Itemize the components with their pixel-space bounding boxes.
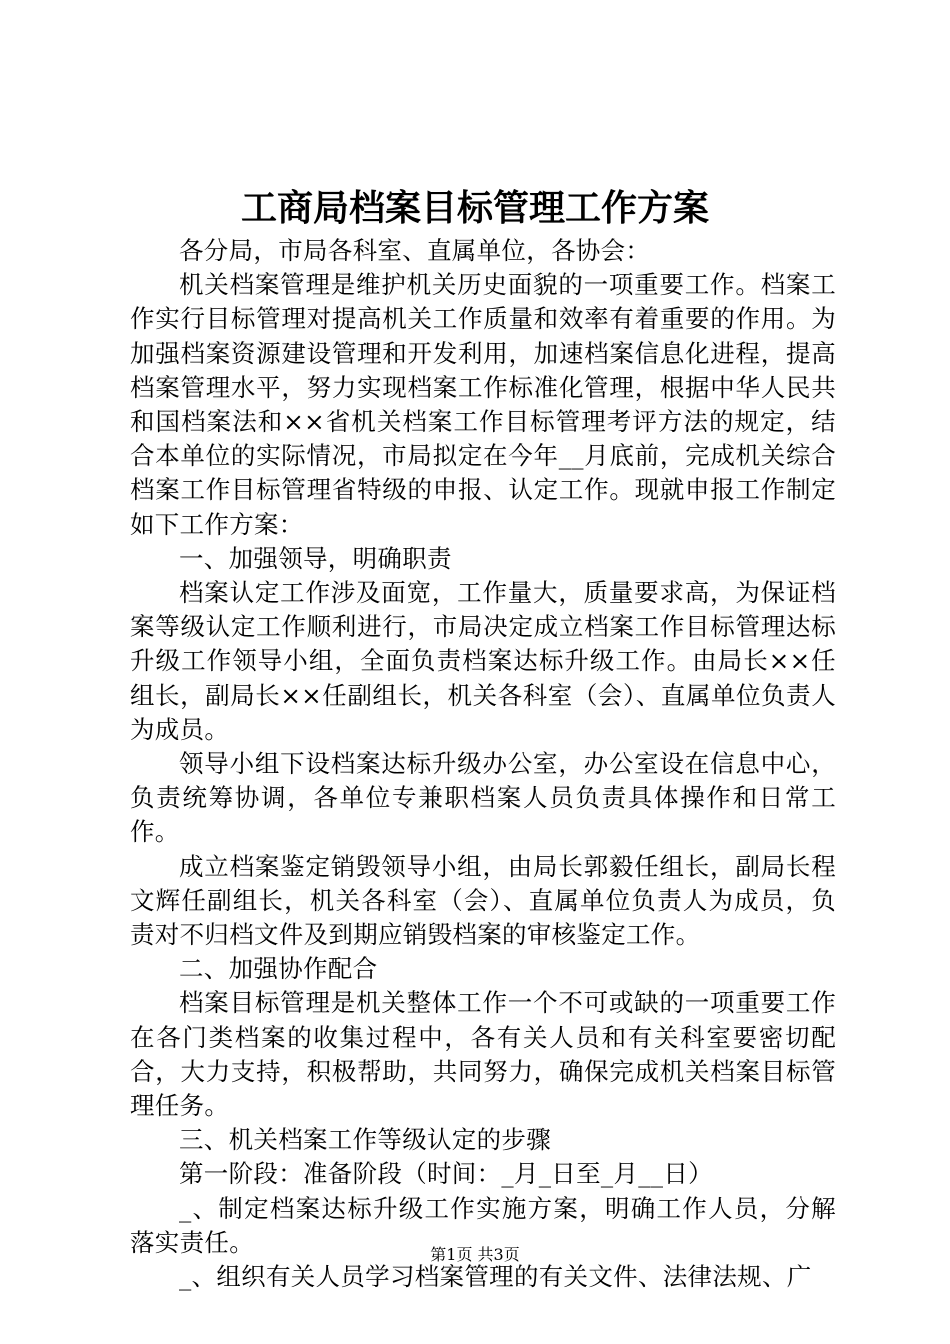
document-body [130,234,836,1294]
salutation: 各分局，市局各科室、直属单位，各协会： [179,236,651,265]
section-1-paragraph-1: 档案认定工作涉及面宽，工作量大，质量要求高，为保证档案等级认定工作顺利进行，市局决定成立档案工作目标管理达标升级工作领导小组，全面负责档案达标升级工作。由局长××任组长，副局长××任副组长，机关各科室（会）、直属单位负责人为成员。 [130,578,836,744]
section-heading-3: 三、机关档案工作等级认定的步骤 [179,1125,551,1155]
stage-1-heading: 第一阶段：准备阶段（时间：_月_日至_月__日） [179,1159,713,1189]
section-heading-1: 一、加强领导，明确职责 [179,543,452,573]
stage-1-item-2: _、组织有关人员学习档案管理的有关文件、法律法规、广 [179,1262,812,1292]
document-title: 工商局档案目标管理工作方案 [240,187,709,229]
section-2-paragraph-1: 档案目标管理是机关整体工作一个不可或缺的一项重要工作在各门类档案的收集过程中，各有关人员和有关科室要密切配合，大力支持，积极帮助，共同努力，确保完成机关档案目标管理任务。 [130,988,836,1121]
section-1-paragraph-3: 成立档案鉴定销毁领导小组，由局长郭毅任组长，副局长程文辉任副组长，机关各科室（会）、直属单位负责人为成员，负责对不归档文件及到期应销毁档案的审核鉴定工作。 [130,851,836,950]
intro-paragraph: 机关档案管理是维护机关历史面貌的一项重要工作。档案工作实行目标管理对提高机关工作质量和效率有着重要的作用。为加强档案资源建设管理和开发利用，加速档案信息化进程，提高档案管理水平，努力实现档案工作标准化管理，根据中华人民共和国档案法和××省机关档案工作目标管理考评方法的规定，结合本单位的实际情况，市局拟定在今年__月底前，完成机关综合档案工作目标管理省特级的申报、认定工作。现就申报工作制定如下工作方案： [130,270,836,539]
section-1-paragraph-2: 领导小组下设档案达标升级办公室，办公室设在信息中心，负责统筹协调，各单位专兼职档案人员负责具体操作和日常工作。 [130,749,836,847]
stage-1-item-1: _、制定档案达标升级工作实施方案，明确工作人员，分解落实责任。 [130,1193,836,1257]
page-footer: 第1页 共3页 [430,1245,520,1264]
section-heading-2: 二、加强协作配合 [179,954,378,984]
